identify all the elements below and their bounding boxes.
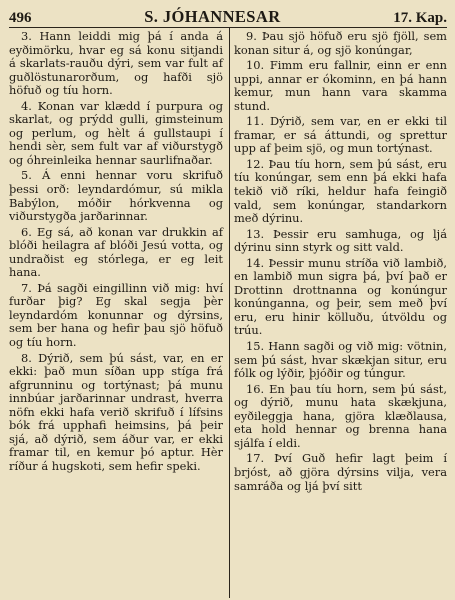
chapter-label: 17. Kap. <box>393 10 447 26</box>
page-body <box>9 28 447 598</box>
verse-10: 10. Fimm eru fallnir, einn er enn uppi, annar er ókominn, en þá hann kemur, mun hann vara skamma stund. <box>234 58 447 113</box>
verse-13: 13. Þessir eru samhuga, og ljá dýrinu sinn styrk og sitt vald. <box>234 226 447 255</box>
verse-12: 12. Þau tíu horn, sem þú sást, eru tíu konúngar, sem enn þá ekki hafa tekið við ríki, heldur hafa feingið vald, sem konúngar, standarkorn með dýrinu. <box>234 156 447 226</box>
page-number: 496 <box>9 10 32 26</box>
verse-3: 3. Hann leiddi mig þá í anda á eyðimörku, hvar eg sá konu sitjandi á skarlats-rauðu dýri, sem var fult af guðlöstunarorðum, og hafði sjö höfuð og tíu horn. <box>9 29 223 98</box>
running-title: S. JÓHANNESAR <box>144 7 281 26</box>
right-column <box>234 28 447 598</box>
verse-14: 14. Þessir munu stríða við lambið, en lambið mun sigra þá, því það er Drottinn drottnanna og konúngur konúnganna, og þeir, sem með því eru, eru hinir kölluðu, útvöldu og trúu. <box>234 255 447 338</box>
verse-5: 5. Á enni hennar voru skrifuð þessi orð: leyndardómur, sú mikla Babýlon, móðir hórkvenna og viðurstygða jarðarinnar. <box>9 168 223 224</box>
left-column <box>9 28 223 598</box>
verse-7: 7. Þá sagði eingillinn við mig: hví furðar þig? Eg skal segja þèr leyndardóm konunnar og dýrsins, sem ber hana og hefir þau sjö höfuð og tíu horn. <box>9 280 223 350</box>
verse-17: 17. Því Guð hefir lagt þeim í brjóst, að gjöra dýrsins vilja, vera samráða og ljá því sitt <box>234 451 447 493</box>
column-divider <box>229 28 230 598</box>
verse-6: 6. Eg sá, að konan var drukkin af blóði heilagra af blóði Jesú votta, og undraðist eg stórlega, er eg leit hana. <box>9 224 223 280</box>
verse-16: 16. En þau tíu horn, sem þú sást, og dýrið, munu hata skækjuna, eyðileggja hana, gjöra klæðlausa, eta hold hennar og brenna hana sjálfa í eldi. <box>234 381 447 450</box>
verse-8: 8. Dýrið, sem þú sást, var, en er ekki: það mun síðan upp stíga frá afgrunninu og tortýnast; þá munu innbúar jarðarinnar undrast, hverra nöfn ekki hafa verið skrifuð í lífsins bók frá upphafi heimsins, þá þeir sjá, að dýrið, sem áður var, er ekki framar til, en kemur þó aptur. Hèr ríður á hugskoti, sem hefir speki. <box>9 350 223 473</box>
verse-4: 4. Konan var klædd í purpura og skarlat, og prýdd gulli, gimsteinum og perlum, og hèlt á gullstaupi í hendi sèr, sem fult var af viðurstygð og óhreinleika hennar saurlifnaðar. <box>9 98 223 167</box>
verse-9: 9. Þau sjö höfuð eru sjö fjöll, sem konan situr á, og sjö konúngar, <box>234 29 447 57</box>
verse-11: 11. Dýrið, sem var, en er ekki til framar, er sá áttundi, og sprettur upp af þeim sjö, og mun tortýnast. <box>234 114 447 156</box>
verse-15: 15. Hann sagði og við mig: vötnin, sem þú sást, hvar skækjan situr, eru fólk og lýðir, þjóðir og túngur. <box>234 339 447 381</box>
page-header <box>9 7 447 28</box>
